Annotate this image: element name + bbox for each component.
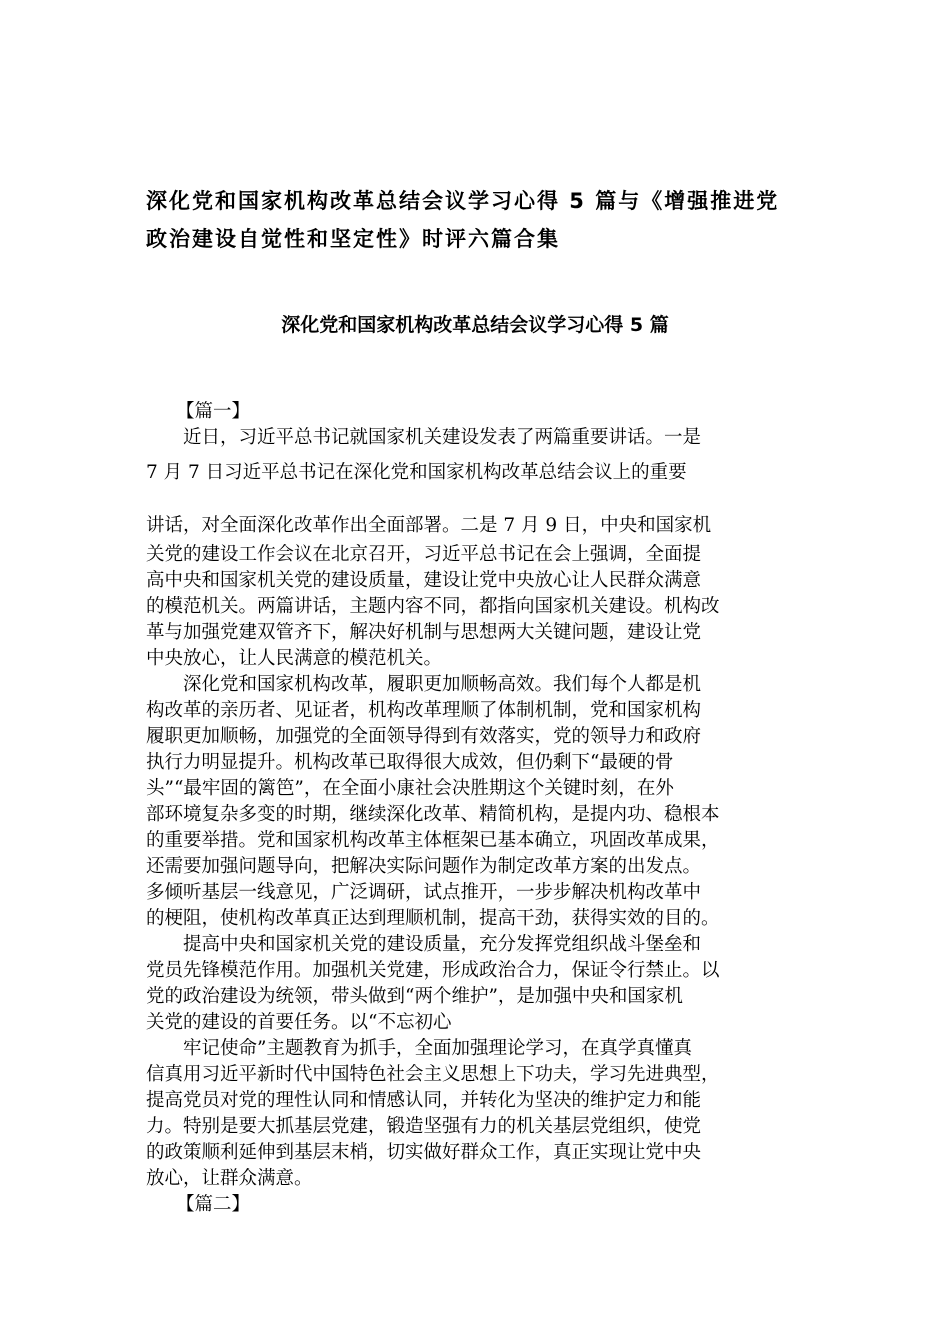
article-marker-1: 【篇一】 bbox=[176, 401, 251, 422]
paragraph-line: 中央放心，让人民满意的模范机关。 bbox=[146, 648, 443, 669]
paragraph-line: 还需要加强问题导向，把解决实际问题作为制定改革方案的出发点。 bbox=[146, 856, 702, 877]
paragraph-line: 7 月 7 日习近平总书记在深化党和国家机构改革总结会议上的重要 bbox=[146, 462, 687, 483]
paragraph-line: 关党的建设的首要任务。以“不忘初心 bbox=[146, 1012, 452, 1033]
paragraph-line: 执行力明显提升。机构改革已取得很大成效，但仍剩下“最硬的骨 bbox=[146, 752, 674, 773]
paragraph-line: 革与加强党建双管齐下，解决好机制与思想两大关键问题，建设让党 bbox=[146, 622, 702, 643]
article-marker-2: 【篇二】 bbox=[176, 1194, 251, 1215]
paragraph-line: 牢记使命”主题教育为抓手，全面加强理论学习，在真学真懂真 bbox=[183, 1038, 692, 1059]
paragraph-line: 部环境复杂多变的时期，继续深化改革、精简机构，是提内功、稳根本 bbox=[146, 804, 720, 825]
paragraph-line: 党的政治建设为统领，带头做到“两个维护”，是加强中央和国家机 bbox=[146, 986, 683, 1007]
document-title bbox=[146, 182, 816, 258]
paragraph-line: 的模范机关。两篇讲话，主题内容不同，都指向国家机关建设。机构改 bbox=[146, 596, 720, 617]
paragraph-line: 的政策顺利延伸到基层末梢，切实做好群众工作，真正实现让党中央 bbox=[146, 1142, 702, 1163]
paragraph-line: 高中央和国家机关党的建设质量，建设让党中央放心让人民群众满意 bbox=[146, 570, 702, 591]
paragraph-line: 头”“最牢固的篱笆”，在全面小康社会决胜期这个关键时刻，在外 bbox=[146, 778, 674, 799]
paragraph-line: 的梗阻，使机构改革真正达到理顺机制，提高干劲，获得实效的目的。 bbox=[146, 908, 720, 929]
paragraph-line: 构改革的亲历者、见证者，机构改革理顺了体制机制，党和国家机构 bbox=[146, 700, 702, 721]
paragraph-1-head bbox=[146, 425, 816, 557]
paragraph-line: 提高中央和国家机关党的建设质量，充分发挥党组织战斗堡垒和 bbox=[183, 934, 702, 955]
paragraph-4 bbox=[146, 1036, 816, 1192]
paragraph-line: 深化党和国家机构改革，履职更加顺畅高效。我们每个人都是机 bbox=[183, 674, 702, 695]
paragraph-line: 关党的建设工作会议在北京召开，习近平总书记在会上强调，全面提 bbox=[146, 544, 702, 565]
paragraph-line: 提高党员对党的理性认同和情感认同，并转化为坚决的维护定力和能 bbox=[146, 1090, 702, 1111]
paragraph-line: 力。特别是要大抓基层党建，锻造坚强有力的机关基层党组织，使党 bbox=[146, 1116, 702, 1137]
paragraph-2 bbox=[146, 672, 816, 932]
paragraph-line: 多倾听基层一线意见，广泛调研，试点推开，一步步解决机构改革中 bbox=[146, 882, 702, 903]
section-title: 深化党和国家机构改革总结会议学习心得 5 篇 bbox=[281, 314, 669, 336]
paragraph-line: 放心，让群众满意。 bbox=[146, 1168, 313, 1189]
paragraph-line: 的重要举措。党和国家机构改革主体框架已基本确立，巩固改革成果， bbox=[146, 830, 720, 851]
paragraph-line: 讲话，对全面深化改革作出全面部署。二是 7 月 9 日，中央和国家机 bbox=[146, 515, 712, 536]
paragraph-3 bbox=[146, 932, 816, 1036]
paragraph-line: 党员先锋模范作用。加强机关党建，形成政治合力，保证令行禁止。以 bbox=[146, 960, 720, 981]
document-title-line-1: 深化党和国家机构改革总结会议学习心得 5 篇与《增强推进党 bbox=[146, 189, 780, 213]
paragraph-line: 履职更加顺畅，加强党的全面领导得到有效落实，党的领导力和政府 bbox=[146, 726, 702, 747]
document-title-line-2: 政治建设自觉性和坚定性》时评六篇合集 bbox=[146, 227, 560, 251]
paragraph-1-body bbox=[146, 542, 816, 672]
paragraph-line: 近日，习近平总书记就国家机关建设发表了两篇重要讲话。一是 bbox=[183, 427, 702, 448]
paragraph-line: 信真用习近平新时代中国特色社会主义思想上下功夫，学习先进典型， bbox=[146, 1064, 720, 1085]
